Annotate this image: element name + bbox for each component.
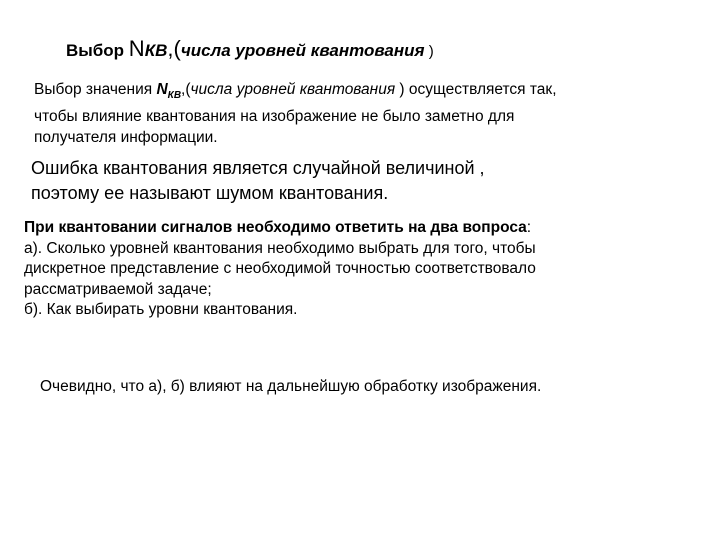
title-suffix: ) [424, 43, 434, 60]
question-a-line-1: а). Сколько уровней квантования необходимо выбрать для того, чтобы [24, 239, 536, 257]
title-comma-paren: ,( [167, 36, 181, 61]
paragraph-choice-line-1 [34, 79, 694, 106]
paragraph-choice-line-2: чтобы влияние квантования на изображение не было заметно для [34, 108, 515, 126]
paragraph-choice-line-3: получателя информации. [34, 129, 218, 147]
block1-symbol [156, 81, 182, 102]
paragraph-conclusion [40, 377, 700, 397]
question-a-line-2: дискретное представление с необходимой точностью соответствовало [24, 260, 536, 277]
paragraph-questions-line-1 [24, 218, 704, 239]
paragraph-choice [34, 79, 694, 148]
paragraph-noise [31, 156, 691, 206]
title-subscript: КВ [144, 41, 168, 60]
questions-heading: При квантовании сигналов необходимо ответить на два вопроса [24, 219, 527, 236]
block1-subscript: КВ [167, 90, 182, 102]
paragraph-noise-line-1: Ошибка квантования является случайной величиной , [31, 158, 485, 178]
block1-comma-paren: ,( [181, 81, 191, 98]
block1-symbol-letter: N [156, 81, 168, 98]
title-prefix: Выбор [66, 41, 129, 60]
block1-prefix: Выбор значения [34, 81, 157, 98]
title-symbol: N [128, 36, 145, 61]
block1-line1-rest: ) осуществляется так, [395, 81, 557, 98]
question-b: б). Как выбирать уровни квантования. [24, 301, 298, 318]
question-a-line-3: рассматриваемой задаче; [24, 280, 212, 298]
block1-italic: числа уровней квантования [190, 81, 396, 98]
paragraph-questions [24, 218, 704, 321]
slide-title [66, 36, 434, 62]
title-italic: числа уровней квантования [180, 41, 425, 60]
paragraph-noise-line-2: поэтому ее называют шумом квантования. [31, 183, 389, 203]
paragraph-conclusion-line-1: Очевидно, что а), б) влияют на дальнейшую обработку изображения. [40, 378, 542, 395]
questions-colon: : [526, 219, 532, 236]
